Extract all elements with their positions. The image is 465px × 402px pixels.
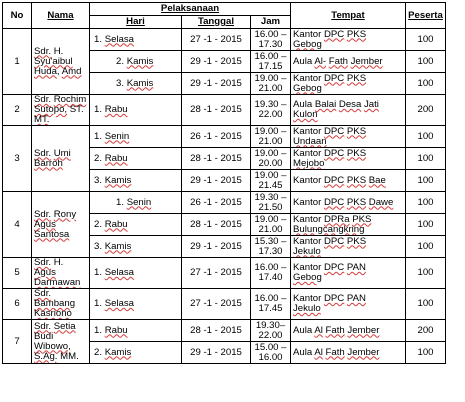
session-date: 26 -1 - 2015 [182,126,251,148]
wavy-word: Fath [328,55,348,67]
table-row [3,95,446,126]
wavy-word: PKS [346,147,367,159]
session-time-line: 19.00 – [254,125,287,137]
session-venue-line: Kantor DPC PKS Bae [293,174,386,186]
wavy-word: DPC [323,262,345,273]
session-time [251,342,291,364]
participant-count: 100 [406,51,446,73]
session-venue [291,342,406,364]
session-venue-line: Kantor DPC PKS [293,147,367,159]
session-time-line: 22.00 [258,109,283,120]
wavy-word: DPC [323,72,345,84]
wavy-word: Kamis [104,240,132,252]
wavy-word: Sdr. [34,45,52,57]
wavy-word: Bambang [34,298,76,309]
wavy-word: DPC [323,147,345,159]
wavy-word: Fath [325,346,345,358]
wavy-word: Sdr. [34,208,52,220]
schedule-document [2,2,446,364]
wavy-word: Kamis [104,346,132,358]
session-day-text: 1. Selasa [94,267,135,278]
wavy-word: PKS [346,125,367,137]
session-time [251,29,291,51]
session-venue-line: Kantor DPRa PKS [293,213,372,225]
person-name [32,320,90,364]
wavy-word: Setia [53,320,76,332]
session-day [90,51,182,73]
header-pelaksanaan-text: Pelaksanaan [160,3,220,14]
wavy-word: Rony [53,208,77,220]
session-venue-line [293,137,403,147]
session-time [251,289,291,320]
wavy-word: Kamis [126,77,154,89]
participant-count: 100 [406,126,446,148]
session-day [90,148,182,170]
person-name [32,258,90,289]
person-name [32,95,90,126]
session-time-line: 17.30 [258,245,283,257]
row-number: 1 [3,29,32,95]
session-day-text: 1. Selasa [94,298,135,309]
wavy-word: Fath [325,324,345,336]
wavy-word: Jember [347,346,380,358]
session-date: 27 -1 - 2015 [182,258,251,289]
session-time [251,73,291,95]
participant-count: 100 [406,258,446,289]
session-venue-line: Kantor DPC PKS [293,28,367,40]
wavy-word: PKS [346,196,367,208]
session-day [90,126,182,148]
session-day-text: 2. Kamis [94,346,132,358]
table-row [3,258,446,289]
session-time-line: 21.00 [258,223,283,235]
header-nama-text: Nama [47,9,74,21]
session-time-line: 17.45 [258,303,283,314]
wavy-word: Kamis [104,174,132,186]
session-venue-line: Aula Al- Fath Jember [293,55,383,67]
session-venue-line [293,247,403,257]
person-name [32,126,90,192]
session-day [90,73,182,95]
session-date: 29 -1 - 2015 [182,342,251,364]
row-number: 3 [3,126,32,192]
header-hari-text: Hari [126,16,145,27]
session-time-line: 16.00 [258,351,283,363]
session-date: 28 -1 - 2015 [182,148,251,170]
session-time-line: 17.40 [258,272,283,283]
session-venue [291,289,406,320]
wavy-word: DPC [323,28,345,40]
participant-count: 100 [406,192,446,214]
person-name-text [34,148,71,169]
header-jam: Jam [251,16,291,29]
session-day [90,95,182,126]
wavy-word: Rabu [104,104,128,115]
session-date: 27 -1 - 2015 [182,289,251,320]
wavy-word: PKS [346,235,367,247]
session-time [251,170,291,192]
session-time-line: 19.30 – [254,99,287,110]
session-time [251,51,291,73]
table-row [3,192,446,214]
table-row [3,320,446,342]
header-tanggal [182,16,251,29]
session-venue [291,170,406,192]
wavy-word: Undaan [293,135,327,147]
wavy-word: Umi [53,147,71,159]
participant-count: 100 [406,289,446,320]
session-day [90,289,182,320]
wavy-word: Gebog [293,82,322,94]
wavy-word: PKS [346,72,367,84]
person-name-text [34,209,76,240]
wavy-word: Kamis [126,55,154,67]
session-date: 28 -1 - 2015 [182,95,251,126]
session-time [251,95,291,126]
session-date: 26 -1 - 2015 [182,192,251,214]
header-nama [32,3,90,29]
wavy-word: Senin [126,196,152,208]
session-venue [291,51,406,73]
wavy-word: Balai [314,99,337,110]
session-venue-line: Kantor DPC PAN [293,262,366,273]
session-venue [291,73,406,95]
wavy-word: Barroh [34,157,63,169]
session-venue [291,236,406,258]
session-day-text: 3. Kamis [116,77,154,89]
person-name [32,289,90,320]
wavy-word: Sdr. [34,288,52,299]
wavy-word: Dawe [368,196,394,208]
wavy-word: Bulungcangkring [293,223,365,235]
session-venue-line [293,40,403,50]
session-time-line: 17.30 [258,38,283,50]
session-time [251,126,291,148]
session-day [90,192,182,214]
wavy-word: Santosa [34,228,70,240]
wavy-word: Desa [338,99,362,110]
session-day-text: 1. Rabu [94,104,128,115]
person-name-text: Sdr. H. Agus Darmawan [34,257,81,288]
header-tempat-text: Tempat [331,9,365,21]
header-no: No [3,3,32,29]
session-venue-line: Kantor DPC PAN [293,293,366,304]
session-time-line: 15.30 – [254,235,287,247]
session-time-line: 17.15 [258,60,283,72]
wavy-word: Rabu [104,324,128,336]
session-time [251,214,291,236]
wavy-word: PKS [352,213,372,225]
session-venue [291,192,406,214]
session-time [251,258,291,289]
wavy-word: Agus [34,267,56,278]
wavy-word: Sdr. [34,147,52,159]
wavy-word: Jekulo [293,303,321,314]
participant-count: 100 [406,170,446,192]
session-day-text: 2. Kamis [116,55,154,67]
schedule-table [2,2,446,364]
header-peserta [406,3,446,29]
wavy-word: Selasa [104,298,135,309]
row-number: 2 [3,95,32,126]
wavy-word: Wibowo, [34,340,71,352]
session-date: 29 -1 - 2015 [182,236,251,258]
session-day [90,214,182,236]
wavy-word: DPC [323,174,345,186]
session-time-line: 21.50 [258,201,283,213]
person-name-text: Sdr. Setia Budi Wibowo, S.Ag. MM. [34,320,79,362]
session-venue [291,95,406,126]
row-number: 6 [3,289,32,320]
row-number: 7 [3,320,32,364]
wavy-word: Al [314,346,323,358]
wavy-word: Agus [34,218,56,230]
session-date: 28 -1 - 2015 [182,320,251,342]
wavy-word: Sutopo, [34,104,68,115]
session-time-line: 21.00 [258,135,283,147]
session-venue [291,126,406,148]
header-peserta-text: Peserta [408,9,443,21]
header-tanggal-text: Tanggal [197,16,235,27]
header-tempat [291,3,406,29]
session-time-line: 19.00 – [254,72,287,84]
session-venue-line: Aula Al Fath Jember [293,324,380,336]
participant-count: 100 [406,214,446,236]
session-time [251,320,291,342]
person-name-text: Sdr. H. Syu'aibul Huda, Amd [34,45,82,77]
wavy-word: Syu'aibul [34,55,73,67]
wavy-word: PAN [346,293,366,304]
wavy-word: Jember [350,55,383,67]
wavy-word: MT. [34,114,50,125]
wavy-word: Al- [314,55,327,67]
session-date: 29 -1 - 2015 [182,73,251,95]
wavy-word: Gebog [293,38,322,50]
session-time-line: 19.00 – [254,213,287,225]
session-venue-line: Aula Al Fath Jember [293,346,380,358]
wavy-word: Jati [363,99,379,110]
session-venue [291,258,406,289]
session-day [90,29,182,51]
session-time [251,236,291,258]
wavy-word: Jekulo [293,245,321,257]
participant-count: 200 [406,95,446,126]
session-venue-line: Kantor DPC PKS [293,72,367,84]
participant-count: 100 [406,148,446,170]
wavy-word: Sdr. [34,257,52,268]
wavy-word: Darmawan [34,277,81,288]
wavy-word: Bae [368,174,386,186]
session-day-text: 1. Selasa [94,33,135,45]
session-day [90,236,182,258]
header-hari [90,16,182,29]
session-day [90,320,182,342]
session-day-text: 2. Rabu [94,218,128,230]
person-name [32,192,90,258]
session-time-line: 16.00 – [254,262,287,273]
participant-count: 100 [406,29,446,51]
table-row [3,126,446,148]
session-venue-line: Aula Balai Desa Jati [293,99,379,110]
session-venue-line [293,84,403,94]
wavy-word: Selasa [104,267,135,278]
session-venue-line [293,273,403,283]
wavy-word: Al [314,324,323,336]
wavy-word: Amd [61,65,82,77]
person-name-text: Sdr. Rochim Sutopo, ST. MT. [34,94,87,125]
table-row [3,289,446,320]
wavy-word: PAN [346,262,366,273]
wavy-word: Kulon [293,109,318,120]
session-time-line: 22.00 [258,329,283,341]
session-day-text: 1. Senin [116,196,152,208]
wavy-word: PKS [346,174,367,186]
session-venue-line [293,159,403,169]
wavy-word: Kasriono [34,308,72,319]
wavy-word: Senin [104,130,130,142]
participant-count: 100 [406,236,446,258]
session-date: 28 -1 - 2015 [182,214,251,236]
person-name [32,29,90,95]
session-day [90,170,182,192]
wavy-word: Mejobo [293,157,325,169]
wavy-word: Sdr. [34,320,52,332]
wavy-word: Rochim [53,94,87,105]
session-venue [291,29,406,51]
person-name-text [34,289,75,320]
session-day [90,342,182,364]
wavy-word: DPRa [323,213,350,225]
session-day [90,258,182,289]
session-venue [291,214,406,236]
header-pelaksanaan [90,3,291,16]
session-day-text: 1. Rabu [94,324,128,336]
participant-count: 100 [406,73,446,95]
session-time-line: 20.00 [258,157,283,169]
session-time-line: 16.00 – [254,28,287,40]
participant-count: 100 [406,342,446,364]
session-time-line: 19.30– [255,319,286,331]
session-date: 29 -1 - 2015 [182,170,251,192]
session-day-text: 3. Kamis [94,240,132,252]
session-venue-line: Kantor DPC PKS [293,235,367,247]
session-time-line: 19.00 – [254,169,287,181]
session-time-line: 21.45 [258,179,283,191]
schedule-body [3,29,446,364]
session-venue-line [293,225,403,235]
session-day-text: 1. Senin [94,130,130,142]
wavy-word: DPC [323,196,345,208]
wavy-word: PKS [346,28,367,40]
session-time [251,148,291,170]
session-time-line: 19.00 – [254,147,287,159]
wavy-word: Selasa [104,33,135,45]
session-time [251,192,291,214]
wavy-word: Jember [347,324,380,336]
row-number: 4 [3,192,32,258]
session-time-line: 15.00 – [254,341,287,353]
session-venue [291,320,406,342]
session-time-line: 16.00 – [254,293,287,304]
row-number: 5 [3,258,32,289]
wavy-word: DPC [323,125,345,137]
session-time-line: 19.30 – [254,191,287,203]
wavy-word: Rabu [104,218,128,230]
wavy-word: Gebog [293,272,322,283]
session-venue-line [293,110,403,120]
session-day-text: 3. Kamis [94,174,132,186]
participant-count: 200 [406,320,446,342]
wavy-word: Sdr. [34,94,52,105]
wavy-word: DPC [323,293,345,304]
session-time-line: 16.00 – [254,50,287,62]
wavy-word: DPC [323,235,345,247]
wavy-word: Rabu [104,152,128,164]
wavy-word: S.Ag. [34,350,58,362]
session-venue-line [293,304,403,314]
session-date: 29 -1 - 2015 [182,51,251,73]
session-venue-line: Kantor DPC PKS Dawe [293,196,394,208]
session-date: 27 -1 - 2015 [182,29,251,51]
session-day-text: 2. Rabu [94,152,128,164]
session-time-line: 21.00 [258,82,283,94]
wavy-word: Huda, [34,65,60,77]
table-row [3,29,446,51]
session-venue [291,148,406,170]
session-venue-line: Kantor DPC PKS [293,125,367,137]
